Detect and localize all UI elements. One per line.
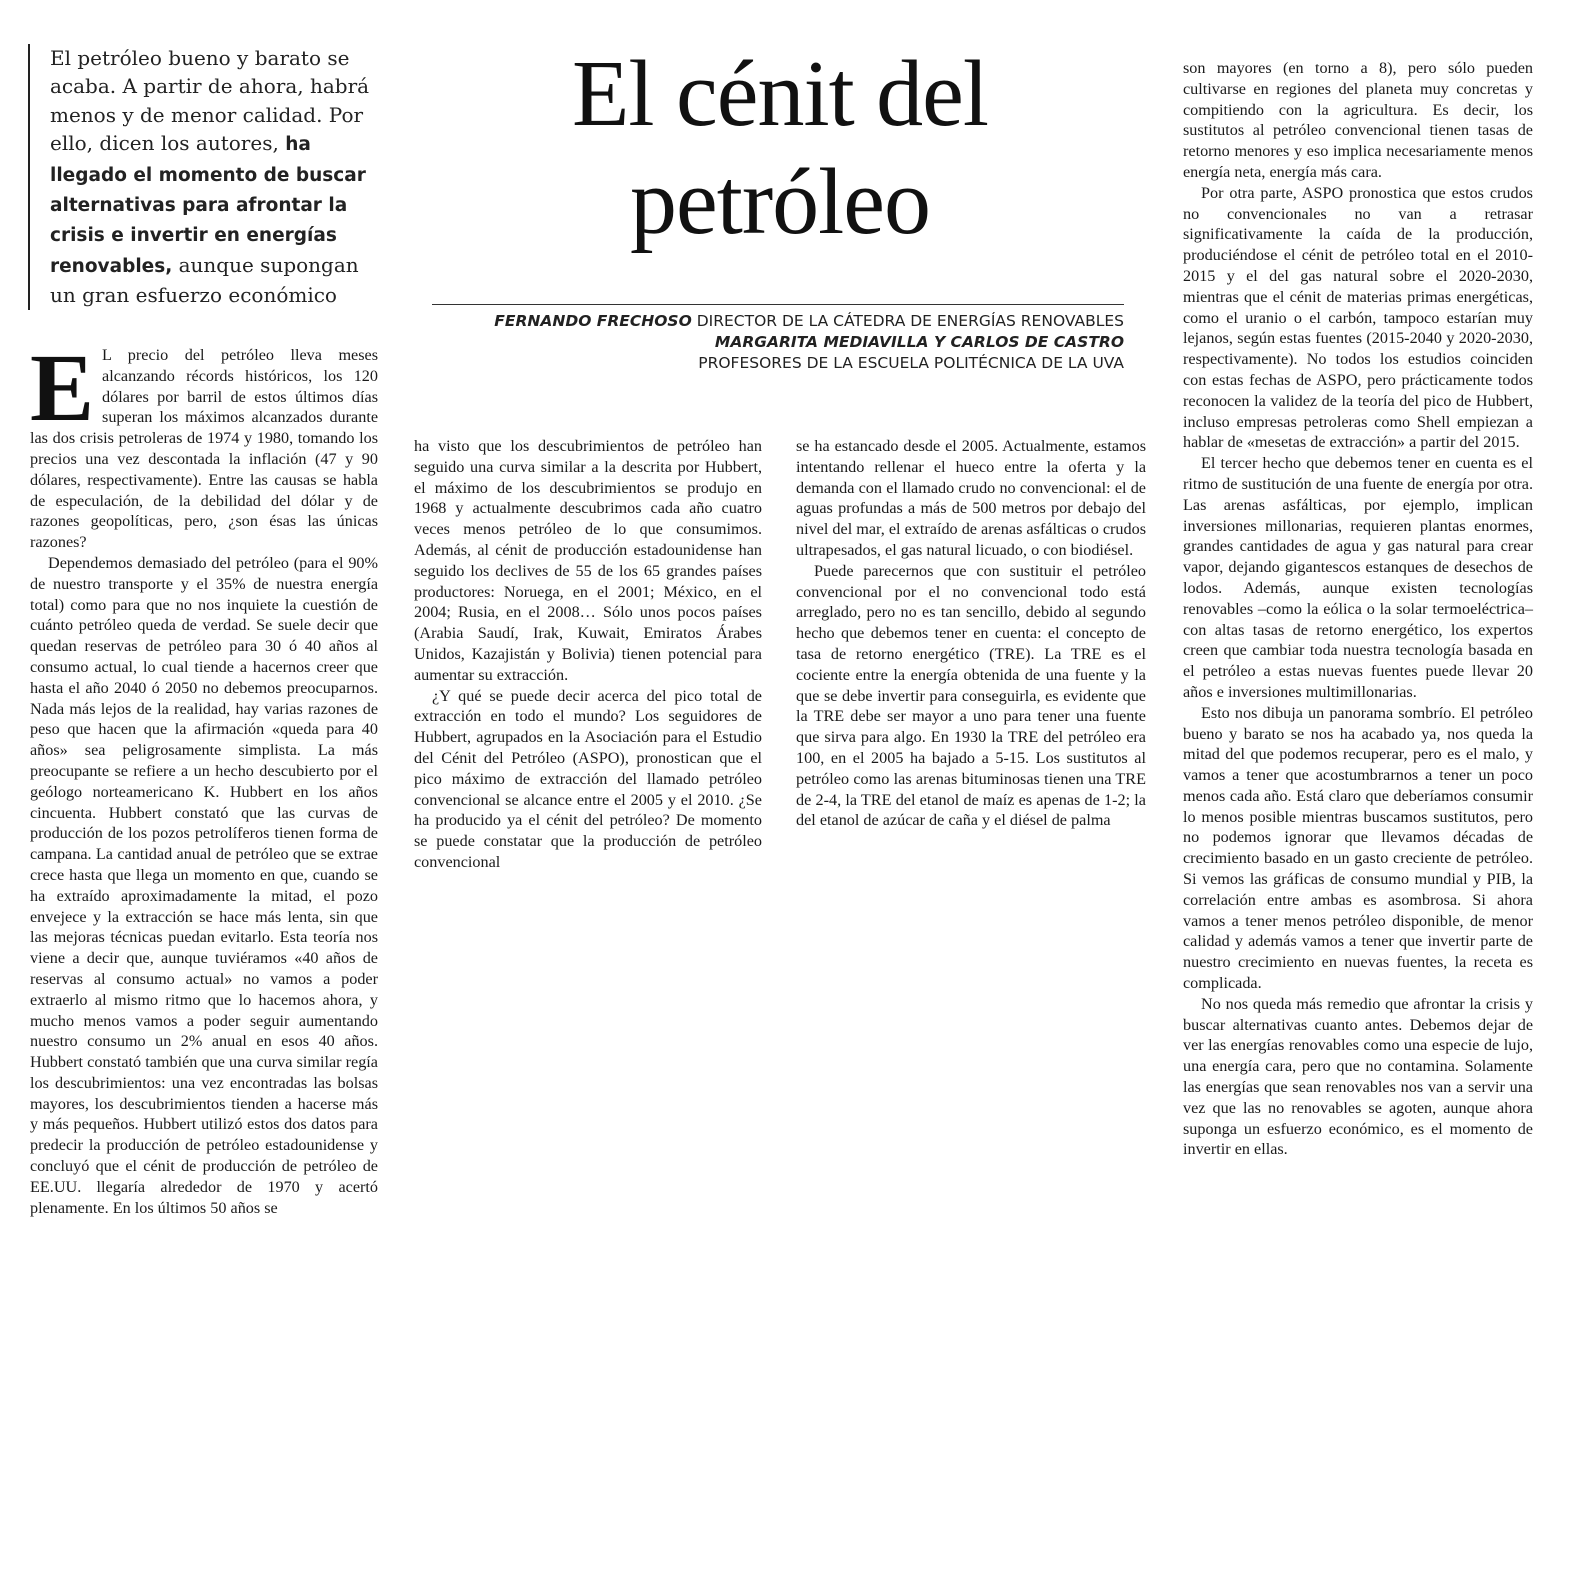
standfirst <box>28 44 385 310</box>
paragraph: Puede parecernos que con sustituir el petróleo convencional por el no convencional todo está arreglado, pero no es tan sencillo, debido al segundo hecho que debemos tener en cuenta: el concepto de tasa de retorno energético (TRE). La TRE es el cociente entre la energía obtenida de una fuente y la que se debe invertir para conseguirla, es evidente que la TRE debe ser mayor a uno para tener una fuente que sirva para algo. En 1930 la TRE del petróleo era 100, en el 2005 ha bajado a 5-15. Los sustitutos al petróleo como las arenas bituminosas tienen una TRE de 2-4, la TRE del etanol de maíz es apenas de 1-2; la del etanol de azúcar de caña y el diésel de palma <box>796 561 1146 830</box>
headline: El cénit del petróleo <box>571 42 989 254</box>
paragraph <box>30 334 378 553</box>
byline <box>432 304 1124 374</box>
body-column-1 <box>30 334 378 1218</box>
authors-role: PROFESORES DE LA ESCUELA POLITÉCNICA DE LA UVA <box>698 354 1124 372</box>
body-column-4 <box>1183 58 1533 1160</box>
paragraph-text: L precio del petróleo lleva meses alcanzando récords históricos, los 120 dólares por barril de estos últimos días superan los máximos alcanzados durante las dos crisis petroleras de 1974 y 1980, tomando los precios una vez descontada la inflación (47 y 90 dólares, respectivamente). Entre las causas se habla de especulación, de la debilidad del dólar y de razones geopolíticas, pero, ¿son ésas las únicas razones? <box>30 346 378 552</box>
byline-line-1 <box>432 311 1124 332</box>
drop-cap: E <box>30 334 95 441</box>
paragraph: Esto nos dibuja un panorama sombrío. El petróleo bueno y barato se nos ha acabado ya, nos queda la mitad del que podemos recuperar, pero es el malo, y vamos a tener que acostumbrarnos a tener un poco menos cada año. Está claro que deberíamos consumir lo menos posible mientras buscamos sustitutos, pero no podemos ignorar que llevamos décadas de crecimiento basado en un gasto creciente de petróleo. Si vemos las gráficas de consumo mundial y PIB, la correlación entre ambas es asombrosa. Si ahora vamos a tener menos petróleo disponible, de menor calidad y además vamos a tener que invertir parte de nuestro crecimiento en nuevas fuentes, la receta es complicada. <box>1183 703 1533 993</box>
byline-line-3 <box>432 353 1124 374</box>
author-name: FERNANDO FRECHOSO <box>494 312 692 330</box>
paragraph: son mayores (en torno a 8), pero sólo pueden cultivarse en regiones del planeta muy concretas y compitiendo con la agricultura. Es decir, los sustitutos al petróleo convencional tienen tasas de retorno menores y eso implica necesariamente menos energía neta, energía más cara. <box>1183 59 1533 181</box>
paragraph: Dependemos demasiado del petróleo (para el 90% de nuestro transporte y el 35% de nuestra energía total) como para que no nos inquiete la cuestión de cuánto petróleo queda de verdad. Se suele decir que quedan reservas de petróleo para 30 ó 40 años al consumo actual, lo cual tiende a hacernos creer que hasta el año 2040 ó 2050 no debemos preocuparnos. Nada más lejos de la realidad, hay varias razones de peso que hacen que la afirmación «queda para 40 años» sea peligrosamente simplista. La más preocupante se refiere a un hecho descubierto por el geólogo norteamericano K. Hubbert en los años cincuenta. Hubbert constató que las curvas de producción de los pozos petrolíferos tienen forma de campana. La cantidad anual de petróleo que se extrae crece hasta que llega un momento en que, cuando se ha extraído aproximadamente la mitad, el pozo envejece y la extracción se hace más lenta, sin que las mejoras técnicas puedan evitarlo. Esta teoría nos viene a decir que, aunque tuviéramos «40 años de reservas al consumo actual» no vamos a poder extraerlo al mismo ritmo que lo hacemos ahora, y mucho menos vamos a poder seguir aumentando nuestro consumo un 2% anual en esos 40 años. Hubbert constató también que una curva similar regía los descubrimientos: una vez encontradas las bolsas mayores, los descubrimientos tienden a hacerse más y más pequeños. Hubbert utilizó estos dos datos para predecir la producción de petróleo estadounidense y concluyó que el cénit de producción de petróleo de EE.UU. llegaría alrededor de 1970 y acertó plenamente. En los últimos 50 años se <box>30 553 378 1217</box>
body-column-3 <box>796 436 1146 831</box>
paragraph: Por otra parte, ASPO pronostica que estos crudos no convencionales no van a retrasar significativamente la caída de la producción, produciéndose el cénit de petróleo total en el 2010-2015 y el del gas natural sobre el 2020-2030, mientras que el cénit de materias primas energéticas, como el uranio o el carbón, tampoco estarían muy lejanos, según estas fuentes (2015-2040 y 2020-2030, respectivamente). No todos los estudios coinciden con estas fechas de ASPO, pero prácticamente todos reconocen la validez de la teoría del pico de Hubbert, incluso empresas petroleras como Shell empiezan a hablar de «mesetas de extracción» a partir del 2015. <box>1183 183 1533 452</box>
body-column-2 <box>414 436 762 873</box>
byline-line-2 <box>432 332 1124 353</box>
standfirst-text: El petróleo bueno y barato se acaba. A partir de ahora, habrá menos y de menor calidad. Por ello, dicen los autores, <box>50 46 370 156</box>
paragraph: No nos queda más remedio que afrontar la crisis y buscar alternativas cuanto antes. Debemos dejar de ver las energías renovables como una especie de lujo, una energía cara, pero que no contamina. Solamente las energías que sean renovables nos van a servir una vez que las no renovables se agoten, aunque ahora suponga un esfuerzo económico, es el momento de invertir en ellas. <box>1183 994 1533 1159</box>
paragraph: ¿Y qué se puede decir acerca del pico total de extracción en todo el mundo? Los seguidores de Hubbert, agrupados en la Asociación para el Estudio del Cénit del Petróleo (ASPO), pronostican que el pico máximo de extracción del llamado petróleo convencional se alcance entre el 2005 y el 2010. ¿Se ha producido ya el cénit del petróleo? De momento se puede constatar que la producción de petróleo convencional <box>414 686 762 871</box>
author-names: MARGARITA MEDIAVILLA Y CARLOS DE CASTRO <box>714 333 1124 351</box>
standfirst-highlight: ha llegado el momento de buscar alternativas para afrontar la crisis e invertir en energías renovables, <box>50 134 366 277</box>
standfirst-text-end: aunque supongan un gran esfuerzo económico <box>50 252 359 308</box>
author-role: DIRECTOR DE LA CÁTEDRA DE ENERGÍAS RENOVABLES <box>696 312 1124 330</box>
paragraph: ha visto que los descubrimientos de petróleo han seguido una curva similar a la descrita por Hubbert, el máximo de los descubrimientos se produjo en 1968 y actualmente descubrimos cada año cuatro veces menos petróleo de lo que consumimos. Además, al cénit de producción estadounidense han seguido los declives de 55 de los 65 grandes países productores: Noruega, en el 2001; México, en el 2004; Rusia, en el 2008… Sólo unos pocos países (Arabia Saudí, Irak, Kuwait, Emiratos Árabes Unidos, Kazajistán y Bolivia) tienen potencial para aumentar su extracción. <box>414 437 762 684</box>
paragraph: El tercer hecho que debemos tener en cuenta es el ritmo de sustitución de una fuente de energía por otra. Las arenas asfálticas, por ejemplo, implican inversiones millonarias, requieren plantas enormes, grandes cantidades de agua y gas natural para crear vapor, dejando gigantescos estanques de desechos de lodos. Además, aunque existen tecnologías renovables –como la eólica o la solar termoeléctrica– con altas tasas de retorno energético, los expertos creen que cambiar toda nuestra tecnología basada en el petróleo a estas nuevas fuentes puede llevar 20 años e inversiones multimillonarias. <box>1183 454 1533 701</box>
paragraph: se ha estancado desde el 2005. Actualmente, estamos intentando rellenar el hueco entre la oferta y la demanda con el llamado crudo no convencional: el de aguas profundas a más de 500 metros por debajo del nivel del mar, el extraído de arenas asfálticas o crudos ultrapesados, el gas natural licuado, o con biodiésel. <box>796 437 1146 559</box>
